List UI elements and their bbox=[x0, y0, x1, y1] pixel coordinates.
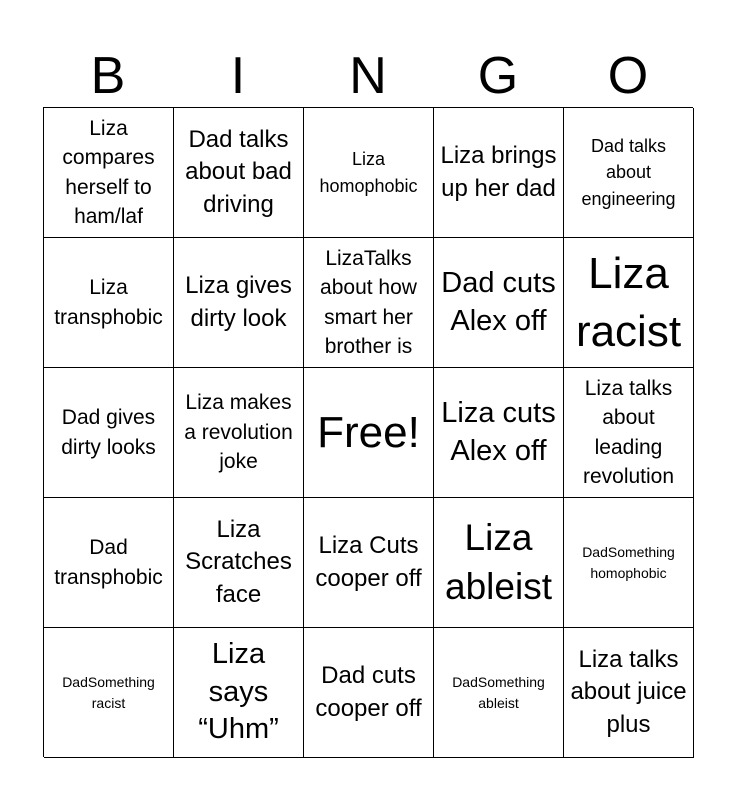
bingo-cell[interactable]: DadSomething ableist bbox=[434, 628, 564, 758]
bingo-cell[interactable]: Liza gives dirty look bbox=[174, 238, 304, 368]
header-letter-n: N bbox=[349, 47, 387, 105]
bingo-cell[interactable]: Liza homophobic bbox=[304, 108, 434, 238]
bingo-cell[interactable]: DadSomething racist bbox=[44, 628, 174, 758]
header-letter-o: O bbox=[607, 47, 649, 105]
bingo-cell[interactable]: Liza talks about juice plus bbox=[564, 628, 694, 758]
header-letter-b: B bbox=[90, 47, 126, 105]
bingo-cell[interactable]: Liza transphobic bbox=[44, 238, 174, 368]
bingo-cell[interactable]: Liza ableist bbox=[434, 498, 564, 628]
bingo-cell[interactable]: Dad cuts cooper off bbox=[304, 628, 434, 758]
bingo-cell[interactable]: Liza Scratches face bbox=[174, 498, 304, 628]
bingo-cell[interactable]: Liza cuts Alex off bbox=[434, 368, 564, 498]
header-letter-g: G bbox=[477, 47, 519, 105]
bingo-cell[interactable]: Liza racist bbox=[564, 238, 694, 368]
bingo-header bbox=[43, 46, 693, 106]
bingo-card bbox=[43, 107, 693, 757]
bingo-cell[interactable]: DadSomething homophobic bbox=[564, 498, 694, 628]
bingo-cell[interactable]: Liza talks about leading revolution bbox=[564, 368, 694, 498]
bingo-cell[interactable]: Dad transphobic bbox=[44, 498, 174, 628]
bingo-cell[interactable]: Dad talks about bad driving bbox=[174, 108, 304, 238]
bingo-cell[interactable]: Liza makes a revolution joke bbox=[174, 368, 304, 498]
free-space[interactable]: Free! bbox=[304, 368, 434, 498]
bingo-cell[interactable]: Liza brings up her dad bbox=[434, 108, 564, 238]
bingo-cell[interactable]: LizaTalks about how smart her brother is bbox=[304, 238, 434, 368]
bingo-cell[interactable]: Dad gives dirty looks bbox=[44, 368, 174, 498]
header-letter-i: I bbox=[230, 47, 246, 105]
bingo-cell[interactable]: Dad talks about engineering bbox=[564, 108, 694, 238]
bingo-cell[interactable]: Liza says “Uhm” bbox=[174, 628, 304, 758]
bingo-cell[interactable]: Liza compares herself to ham/laf bbox=[44, 108, 174, 238]
bingo-cell[interactable]: Liza Cuts cooper off bbox=[304, 498, 434, 628]
bingo-cell[interactable]: Dad cuts Alex off bbox=[434, 238, 564, 368]
